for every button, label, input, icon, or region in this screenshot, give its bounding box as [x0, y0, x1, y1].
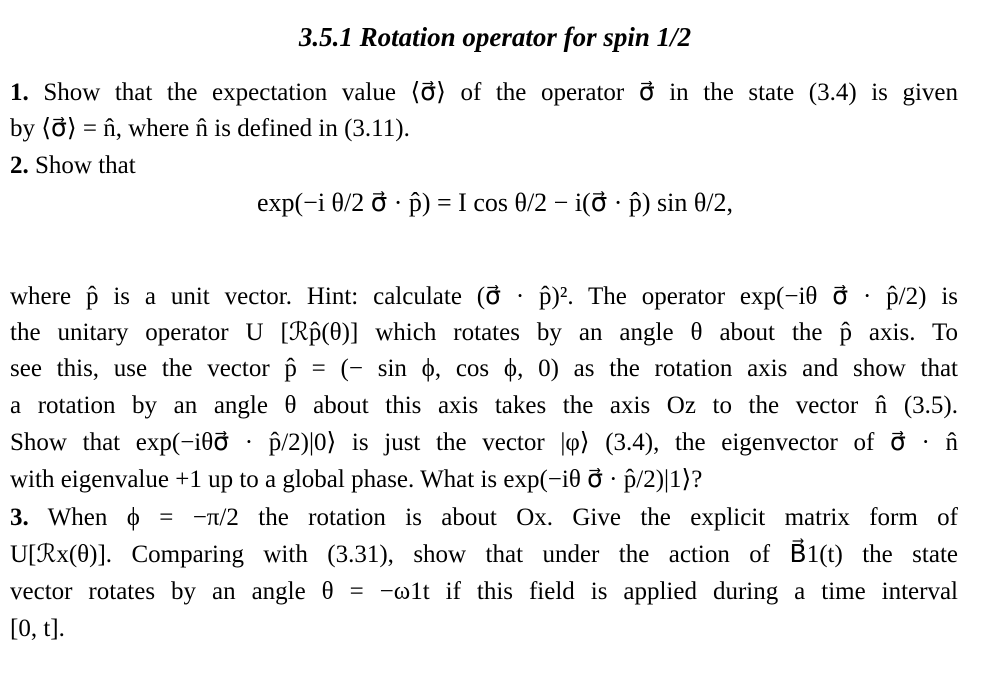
problem-2-number: 2.	[10, 152, 29, 179]
problem-2-line-5: Show that exp(−iθσ⃗ · p̂/2)|0⟩ is just the vector |φ⟩ (3.4), the eigenvector of σ⃗ · n̂	[10, 429, 958, 456]
problem-1-line-1	[10, 78, 958, 108]
problem-3-number: 3.	[10, 504, 29, 531]
problem-3-text: When ϕ = −π/2 the rotation is about Ox. Give the explicit matrix form of	[47, 504, 958, 531]
display-equation: exp(−i θ/2 σ⃗ · p̂) = I cos θ/2 − i(σ⃗ · p̂) sin θ/2,	[256, 188, 734, 217]
problem-2-line-1: where p̂ is a unit vector. Hint: calculate (σ⃗ · p̂)². The operator exp(−iθ σ⃗ · p̂/2) is	[10, 283, 958, 310]
problem-2-line-4: a rotation by an angle θ about this axis takes the axis Oz to the vector n̂ (3.5).	[10, 392, 958, 419]
problem-2-intro: Show that	[35, 152, 136, 179]
problem-2-line-6: with eigenvalue +1 up to a global phase. What is exp(−iθ σ⃗ · p̂/2)|1⟩?	[10, 466, 703, 493]
problem-1-number: 1.	[10, 79, 29, 106]
section-title: 3.5.1 Rotation operator for spin 1/2	[298, 22, 692, 52]
problem-2-line-3: see this, use the vector p̂ = (− sin ϕ, cos ϕ, 0) as the rotation axis and show that	[10, 355, 958, 382]
problem-3-line-3: vector rotates by an angle θ = −ω1t if this field is applied during a time interval	[10, 578, 958, 605]
problem-1-text: Show that the expectation value ⟨σ⃗⟩ of the operator σ⃗ in the state (3.4) is given	[43, 79, 959, 106]
problem-2-line-2: the unitary operator U [ℛp̂(θ)] which rotates by an angle θ about the p̂ axis. To	[10, 319, 958, 346]
problem-1-line-2: by ⟨σ⃗⟩ = n̂, where n̂ is defined in (3.11).	[10, 115, 410, 142]
problem-3-line-1	[10, 503, 958, 533]
problem-2-intro-line	[10, 151, 136, 181]
problem-3-line-4: [0, t].	[10, 615, 65, 642]
document-page	[10, 0, 960, 700]
problem-3-line-2: U[ℛx(θ)]. Comparing with (3.31), show that under the action of B⃗1(t) the state	[10, 541, 958, 568]
